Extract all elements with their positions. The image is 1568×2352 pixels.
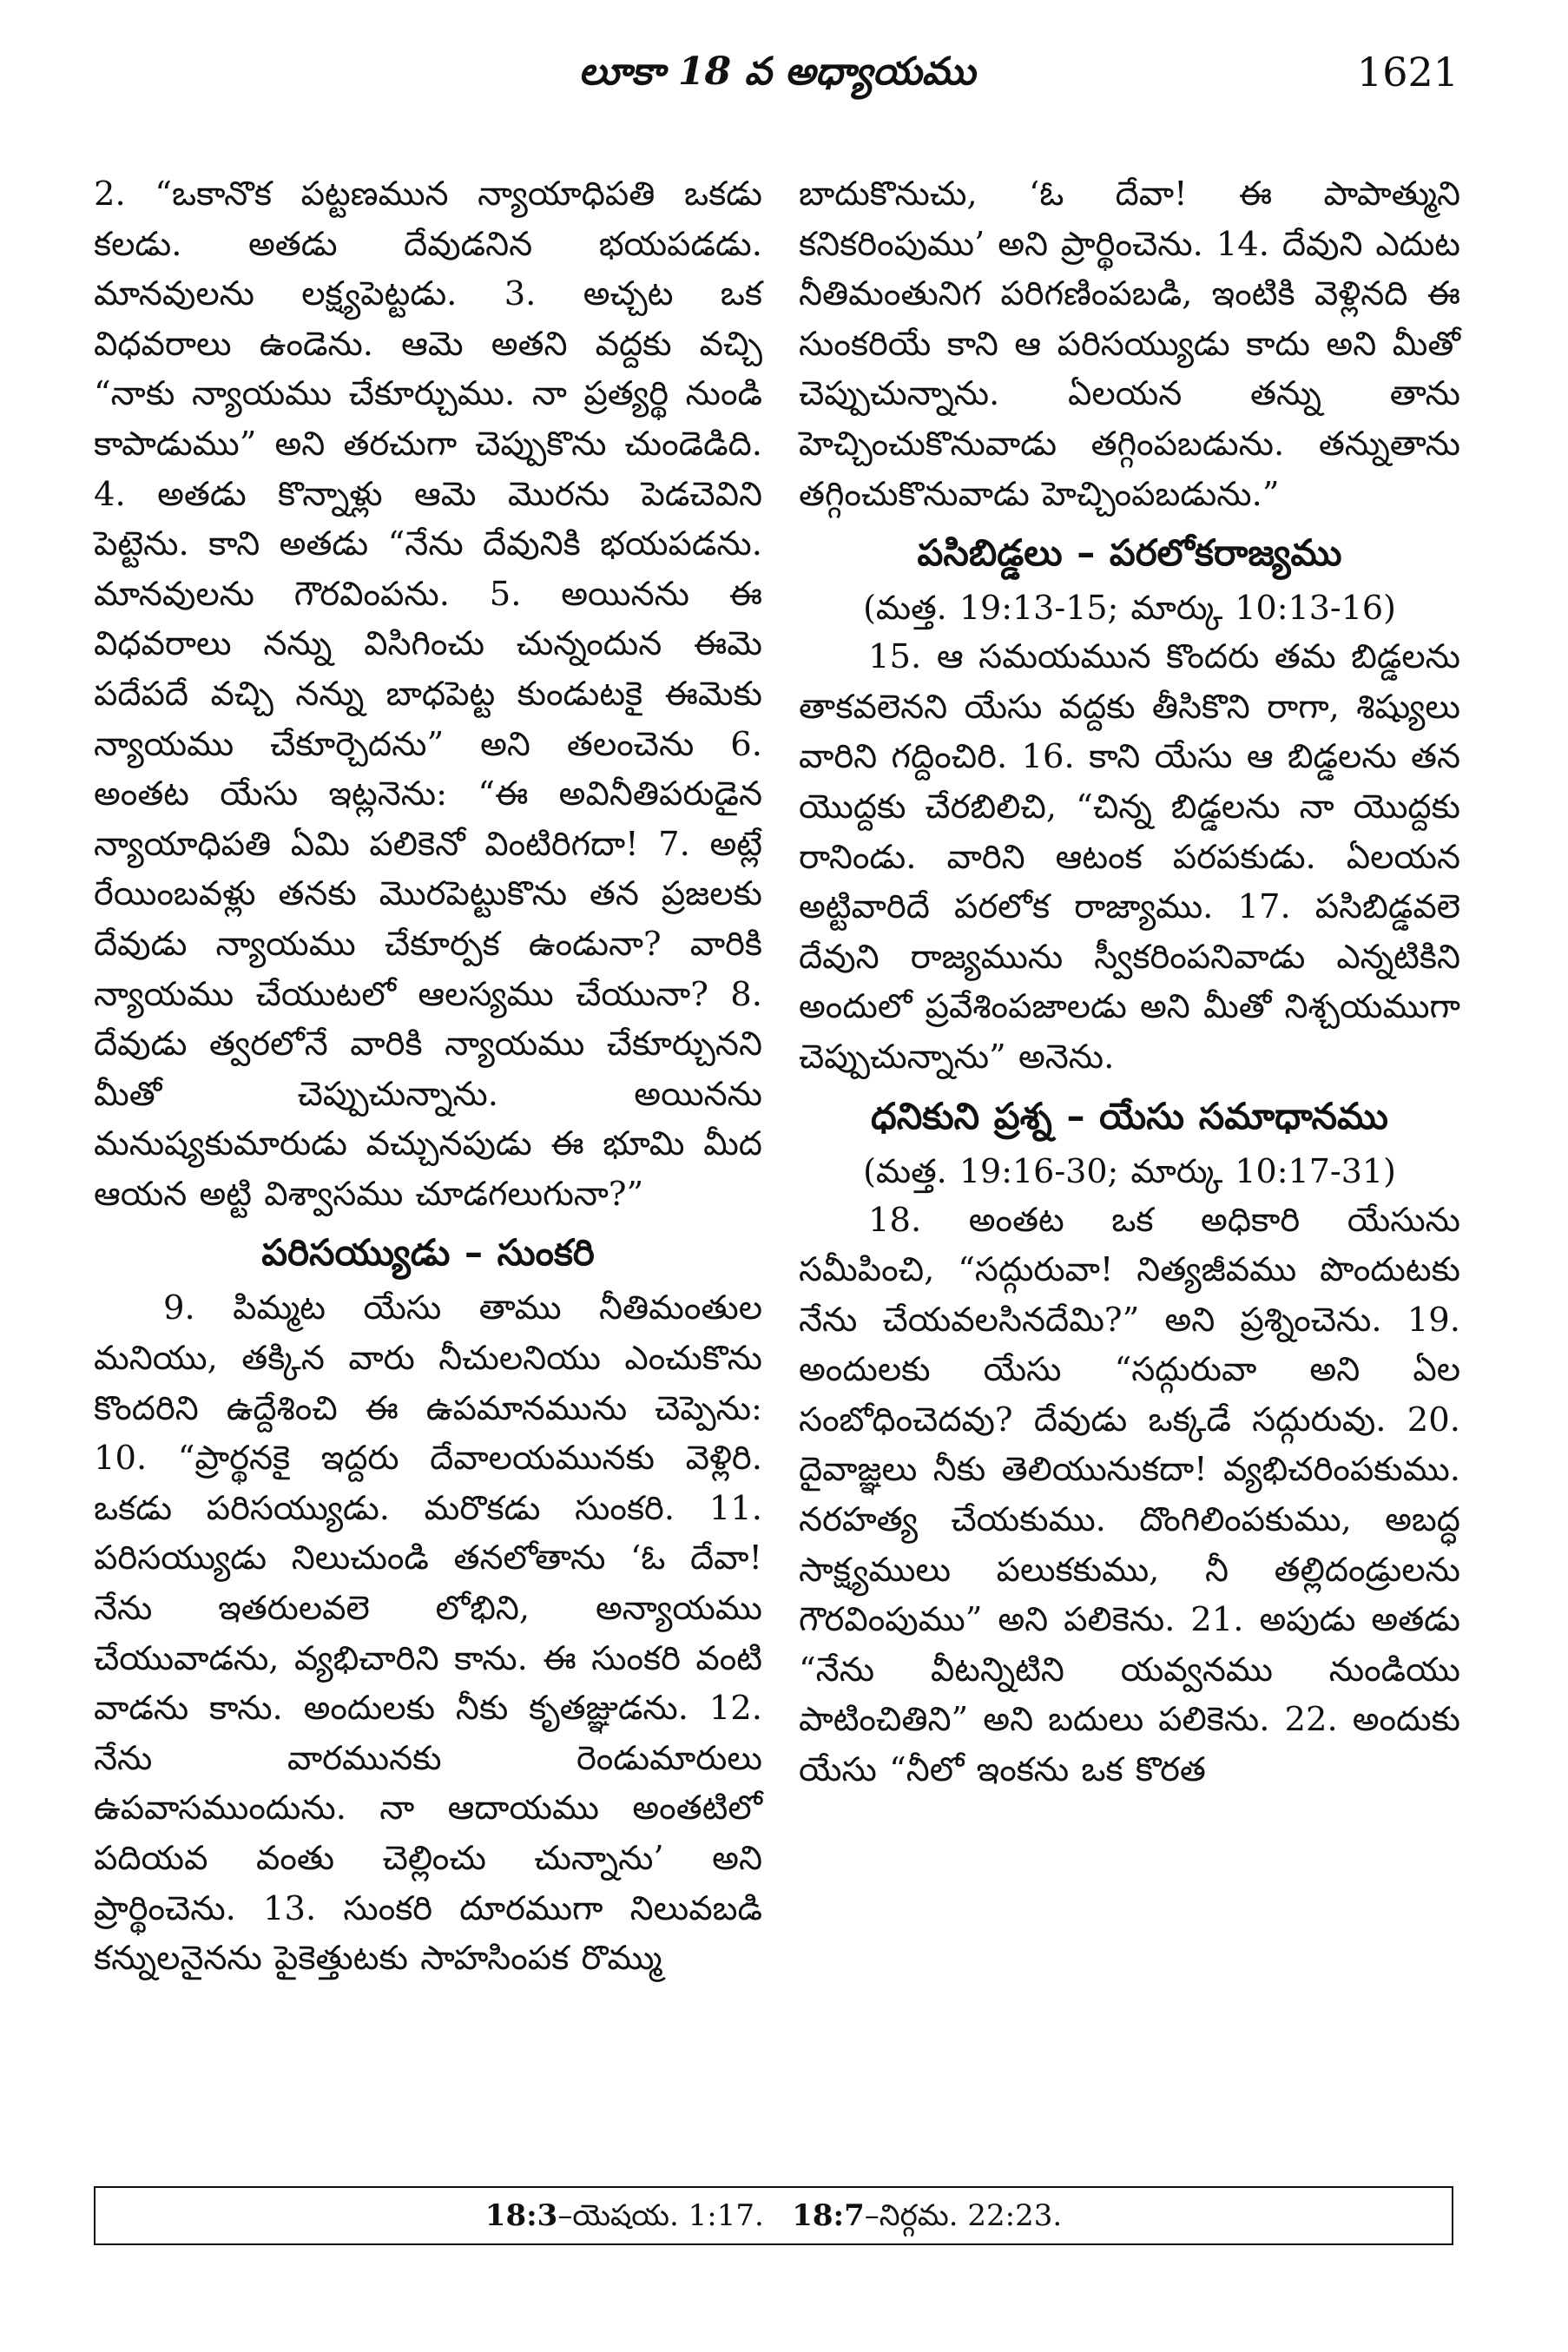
paragraph-verses-15-17: 15. ఆ సమయమున కొందరు తమ బిడ్డలను తాకవలెనని యేసు వద్దకు తీసికొని రాగా, శిష్యులు వారిని గద్దించిరి. 16. కాని యేసు ఆ బిడ్డలను తన యొద్దకు చేరబిలిచి, “చిన్న బిడ్డలను నా యొద్దకు రానిండు. వారిని ఆటంక పరపకుడు. ఏలయన అట్టివారిదే పరలోక రాజ్యాము. 17. పసిబిడ్డవలె దేవుని రాజ్యమును స్వీకరింపనివాడు ఎన్నటికిని అందులో ప్రవేశింపజాలడు అని మీతో నిశ్చయముగా చెప్పుచున్నాను” అనెను. <box>799 637 1460 1077</box>
section-heading-pharisee-tax-collector: పరిసయ్యుడు – సుంకరి <box>261 1231 595 1275</box>
footnote-ref-label: 18:7 <box>792 2198 865 2233</box>
paragraph-verses-18-22: 18. అంతట ఒక అధికారి యేసును సమీపించి, “సద్గురువా! నిత్యజీవము పొందుటకు నేను చేయవలసినదేమి?” అని ప్రశ్నించెను. 19. అందులకు యేసు “సద్గురువా అని ఏల సంబోధించెదవు? దేవుడు ఒక్కడే సద్గురువు. 20. దైవాజ్ఞలు నీకు తెలియునుకదా! వ్యభిచరింపకుము. నరహత్య చేయకుము. దొంగిలింపకుము, అబద్ధ సాక్ష్యములు పలుకకుము, నీ తల్లిదండ్రులను గౌరవింపుము” అని పలికెను. 21. అపుడు అతడు “నేను వీటన్నిటిని యవ్వనము నుండియు పాటించితిని” అని బదులు పలికెను. 22. అందుకు యేసు “నీలో ఇంకను ఒక కొరత <box>799 1200 1460 1790</box>
cross-reference-rich-ruler: (మత్త. 19:16-30; మార్కు 10:17-31) <box>863 1151 1396 1190</box>
section-heading-little-children: పసిబిడ్డలు – పరలోకరాజ్యము <box>917 531 1342 575</box>
left-column <box>94 169 762 1984</box>
paragraph-verses-9-13: 9. పిమ్మట యేసు తాము నీతిమంతుల మనియు, తక్కిన వారు నీచులనియు ఎంచుకొను కొందరిని ఉద్దేశించి ఈ ఉపమానమును చెప్పెను: 10. “ప్రార్థనకై ఇద్దరు దేవాలయమునకు వెళ్లిరి. ఒకడు పరిసయ్యుడు. మరొకడు సుంకరి. 11. పరిసయ్యుడు నిలుచుండి తనలోతాను ‘ఓ దేవా! నేను ఇతరులవలె లోభిని, అన్యాయము చేయువాడను, వ్యభిచారిని కాను. ఈ సుంకరి వంటి వాడను కాను. అందులకు నీకు కృతజ్ఞుడను. 12. నేను వారమునకు రెండుమారులు ఉపవాసముందును. నా ఆదాయము అంతటిలో పదియవ వంతు చెల్లించు చున్నాను’ అని ప్రార్థించెను. 13. సుంకరి దూరముగా నిలువబడి కన్నులనైనను పైకెత్తుటకు సాహసింపక రొమ్ము <box>94 1288 762 1979</box>
footnote-ref-text: –నిర్గమ. 22:23. <box>864 2198 1063 2233</box>
cross-reference-children: (మత్త. 19:13-15; మార్కు 10:13-16) <box>863 589 1396 628</box>
page-header <box>96 42 1459 102</box>
footnote-ref-label: 18:3 <box>484 2198 558 2233</box>
section-heading-rich-ruler: ధనికుని ప్రశ్న – యేసు సమాధానము <box>871 1094 1388 1137</box>
running-title: లూకా 18 వ అధ్యాయము <box>578 49 976 94</box>
footnote-ref-text: –యెషయ. 1:17. <box>557 2198 764 2233</box>
right-column <box>799 169 1460 1795</box>
paragraph-verses-13-14: బాదుకొనుచు, ‘ఓ దేవా! ఈ పాపాత్ముని కనికరింపుము’ అని ప్రార్థించెను. 14. దేవుని ఎదుట నీతిమంతునిగ పరిగణింపబడి, ఇంటికి వెళ్లినది ఈ సుంకరియే కాని ఆ పరిసయ్యుడు కాదు అని మీతో చెప్పుచున్నాను. ఏలయన తన్ను తాను హెచ్చించుకొనువాడు తగ్గింపబడును. తన్నుతాను తగ్గించుకొనువాడు హెచ్చింపబడును.” <box>799 175 1460 514</box>
page-number: 1621 <box>1356 49 1459 96</box>
footnote-box <box>94 2186 1453 2245</box>
paragraph-verses-2-8: 2. “ఒకానొక పట్టణమున న్యాయాధిపతి ఒకడు కలడు. అతడు దేవుడనిన భయపడడు. మానవులను లక్ష్యపెట్టడు. 3. అచ్చట ఒక విధవరాలు ఉండెను. ఆమె అతని వద్దకు వచ్చి “నాకు న్యాయము చేకూర్చుము. నా ప్రత్యర్థి నుండి కాపాడుము” అని తరచుగా చెప్పుకొను చుండెడిది. 4. అతడు కొన్నాళ్లు ఆమె మొరను పెడచెవిని పెట్టెను. కాని అతడు “నేను దేవునికి భయపడను. మానవులను గౌరవింపను. 5. అయినను ఈ విధవరాలు నన్ను విసిగించు చున్నందున ఈమె పదేపదే వచ్చి నన్ను బాధపెట్ట కుండుటకై ఈమెకు న్యాయము చేకూర్చెదను” అని తలంచెను 6. అంతట యేసు ఇట్లనెను: “ఈ అవినీతిపరుడైన న్యాయాధిపతి ఏమి పలికెనో వింటిరిగదా! 7. అట్లే రేయింబవళ్లు తనకు మొరపెట్టుకొను తన ప్రజలకు దేవుడు న్యాయము చేకూర్పక ఉండునా? వారికి న్యాయము చేయుటలో ఆలస్యము చేయునా? 8. దేవుడు త్వరలోనే వారికి న్యాయము చేకూర్చునని మీతో చెప్పుచున్నాను. అయినను మనుష్యకుమారుడు వచ్చునపుడు ఈ భూమి మీద ఆయన అట్టి విశ్వాసము చూడగలుగునా?” <box>94 175 762 1214</box>
